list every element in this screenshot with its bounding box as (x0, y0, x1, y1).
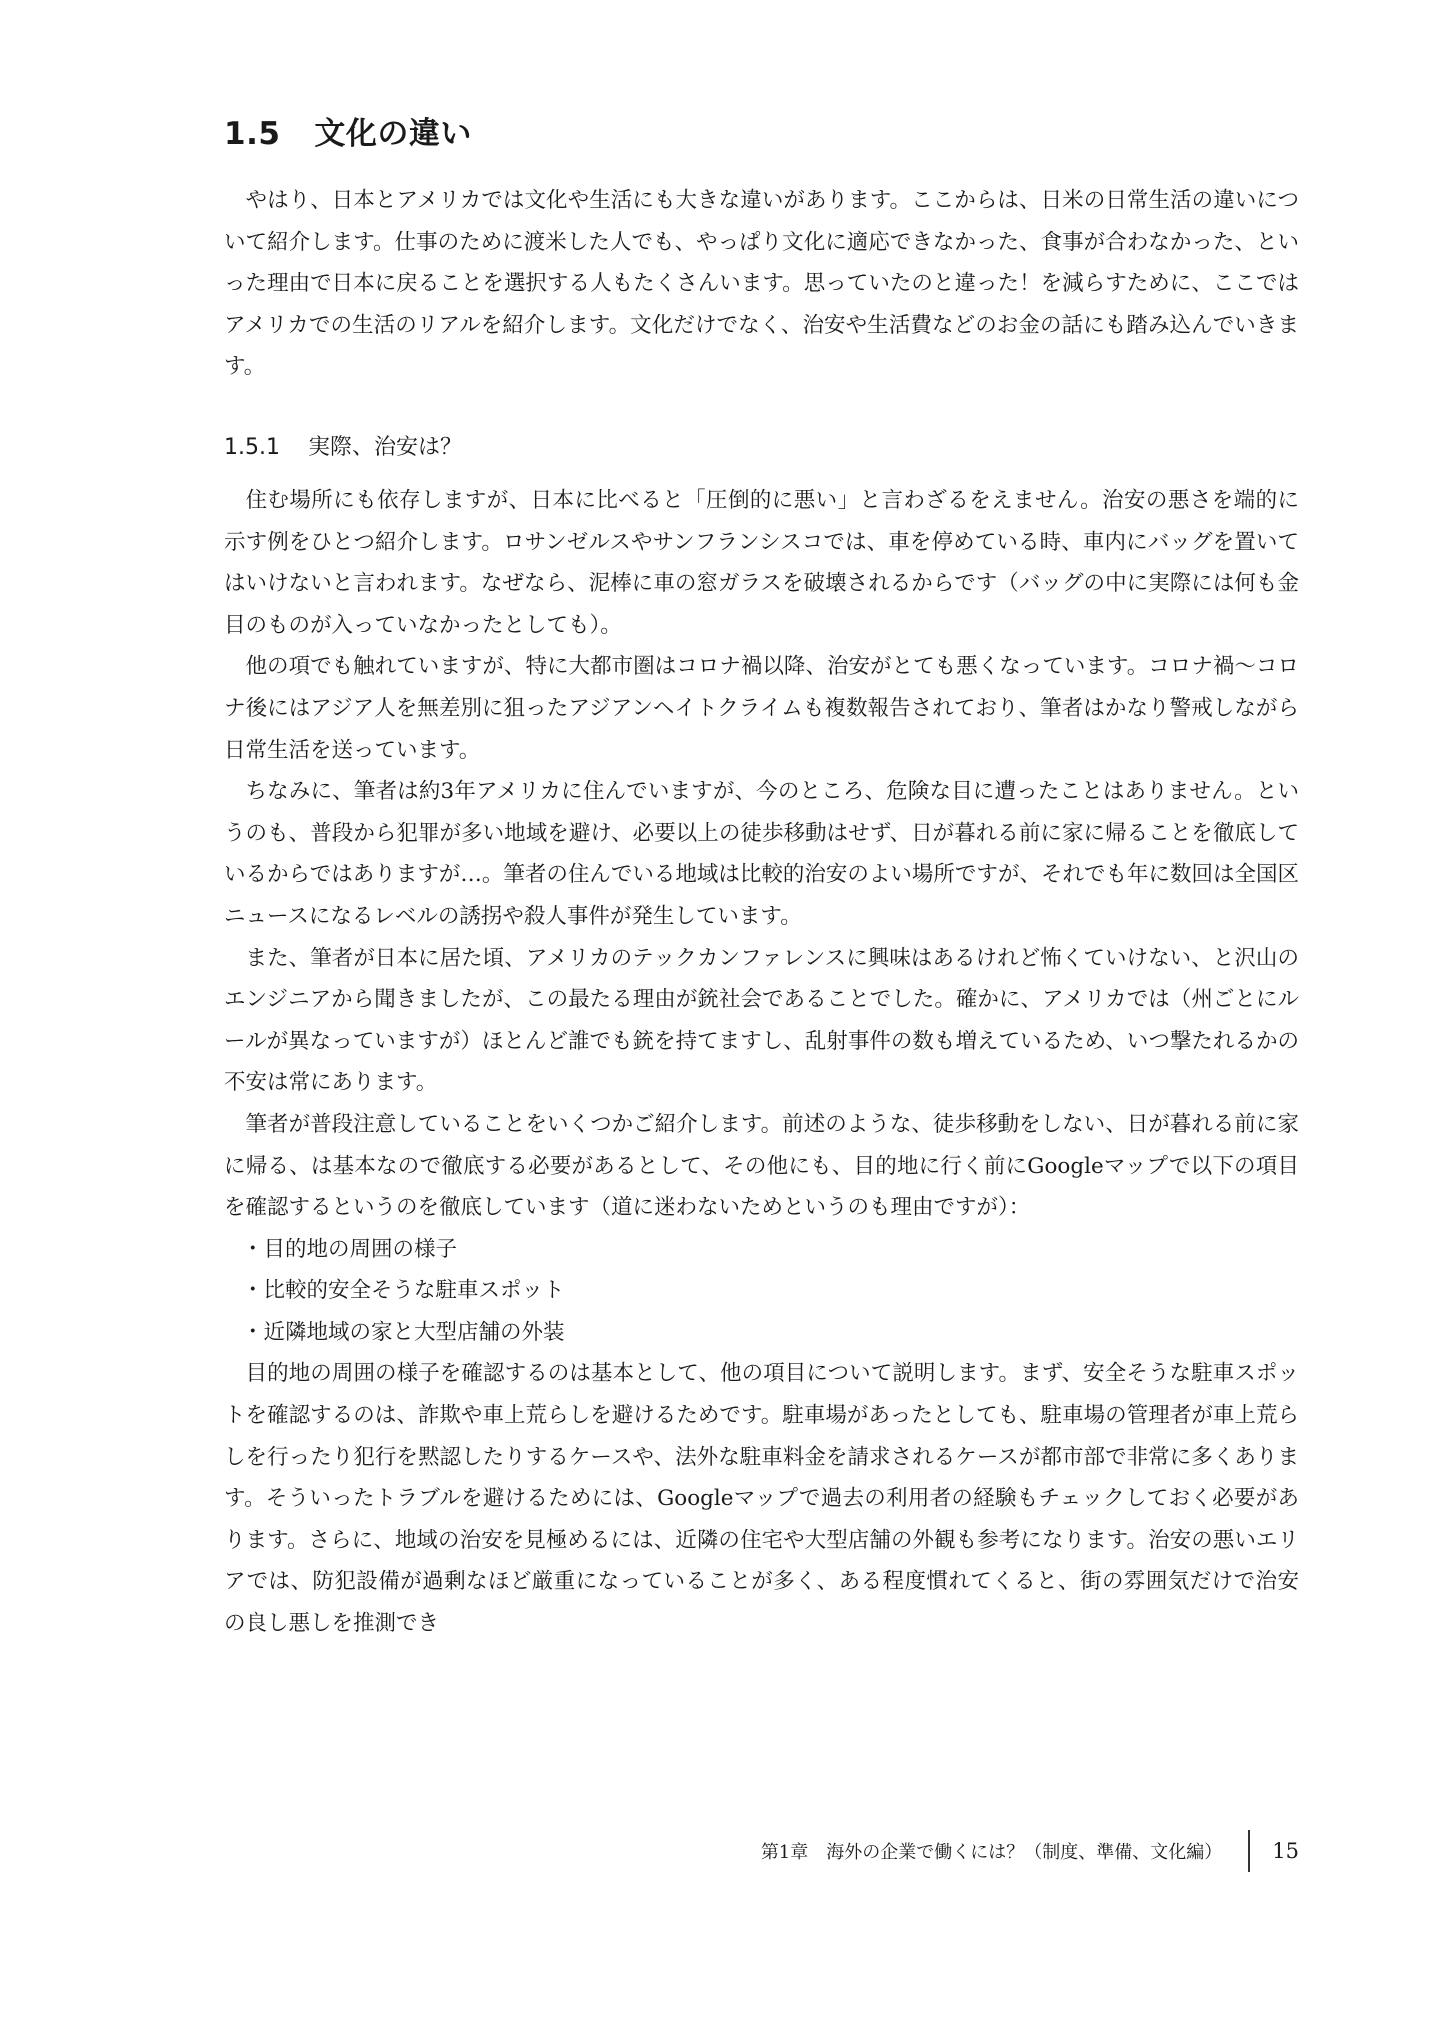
checklist-item: ・比較的安全そうな駐車スポット (242, 1278, 565, 1304)
checklist-item: ・目的地の周囲の様子 (242, 1236, 458, 1262)
intro-text (224, 180, 1299, 388)
page-footer (761, 1830, 1299, 1872)
body-paragraph: 目的地の周囲の様子を確認するのは基本として、他の項目について説明します。まず、安全そうな駐車スポットを確認するのは、詐欺や車上荒らしを避けるためです。駐車場があったとしても、駐車場の管理者が車上荒らしを行ったり犯行を黙認したりするケースや、法外な駐車料金を請求されるケースが都市部で非常に多くあります。そういったトラブルを避けるためには、Googleマップで過去の利用者の経験もチェックしておく必要があります。さらに、地域の治安を見極めるには、近隣の住宅や大型店舗の外観も参考になります。治安の悪いエリアでは、防犯設備が過剰なほど厳重になっていることが多く、ある程度慣れてくると、街の雰囲気だけで治安の良し悪しを推測でき (224, 1361, 1299, 1637)
checklist-item: ・近隣地域の家と大型店舗の外装 (242, 1319, 565, 1345)
running-header-chapter: 第1章 海外の企業で働くには？（制度、準備、文化編） (760, 1842, 1223, 1863)
checklist (224, 1229, 1299, 1354)
section-title: 文化の違い (314, 116, 472, 152)
subsection-title: 実際、治安は？ (307, 435, 462, 460)
body-paragraph: 住む場所にも依存しますが、日本に比べると「圧倒的に悪い」と言わざるをえません。治安の悪さを端的に示す例をひとつ紹介します。ロサンゼルスやサンフランシスコでは、車を停めている時、車内にバッグを置いてはいけないと言われます。なぜなら、泥棒に車の窓ガラスを破壊されるからです（バッグの中に実際には何も金目のものが入っていなかったとしても）。 (224, 488, 1299, 638)
page-number: 15 (1272, 1839, 1299, 1863)
body-paragraph: 筆者が普段注意していることをいくつかご紹介します。前述のような、徒歩移動をしない、日が暮れる前に家に帰る、は基本なので徹底する必要があるとして、その他にも、目的地に行く前にGoogleマップで以下の項目を確認するというのを徹底しています（道に迷わないためというのも理由ですが）： (224, 1111, 1299, 1221)
footer-divider (1248, 1830, 1250, 1872)
subsection-number: 1.5.1 (224, 435, 280, 460)
section-number: 1.5 (224, 116, 281, 152)
intro-paragraph: やはり、日本とアメリカでは文化や生活にも大きな違いがあります。ここからは、日米の日常生活の違いについて紹介します。仕事のために渡米した人でも、やっぱり文化に適応できなかった、食事が合わなかった、といった理由で日本に戻ることを選択する人もたくさんいます。思っていたのと違った！を減らすために、ここではアメリカでの生活のリアルを紹介します。文化だけでなく、治安や生活費などのお金の話にも踏み込んでいきます。 (224, 188, 1299, 380)
subsection-heading (224, 428, 462, 468)
subsection-body (224, 480, 1299, 1645)
section-heading (224, 112, 472, 156)
body-paragraph: 他の項でも触れていますが、特に大都市圏はコロナ禍以降、治安がとても悪くなっています。コロナ禍〜コロナ後にはアジア人を無差別に狙ったアジアンヘイトクライムも複数報告されており、筆者はかなり警戒しながら日常生活を送っています。 (224, 654, 1299, 763)
body-paragraph: ちなみに、筆者は約3年アメリカに住んでいますが、今のところ、危険な目に遭ったことはありません。というのも、普段から犯罪が多い地域を避け、必要以上の徒歩移動はせず、日が暮れる前に家に帰ることを徹底しているからではありますが…。筆者の住んでいる地域は比較的治安のよい場所ですが、それでも年に数回は全国区ニュースになるレベルの誘拐や殺人事件が発生しています。 (224, 779, 1299, 929)
body-paragraph: また、筆者が日本に居た頃、アメリカのテックカンファレンスに興味はあるけれど怖くていけない、と沢山のエンジニアから聞きましたが、この最たる理由が銃社会であることでした。確かに、アメリカでは（州ごとにルールが異なっていますが）ほとんど誰でも銃を持てますし、乱射事件の数も増えているため、いつ撃たれるかの不安は常にあります。 (224, 945, 1299, 1096)
